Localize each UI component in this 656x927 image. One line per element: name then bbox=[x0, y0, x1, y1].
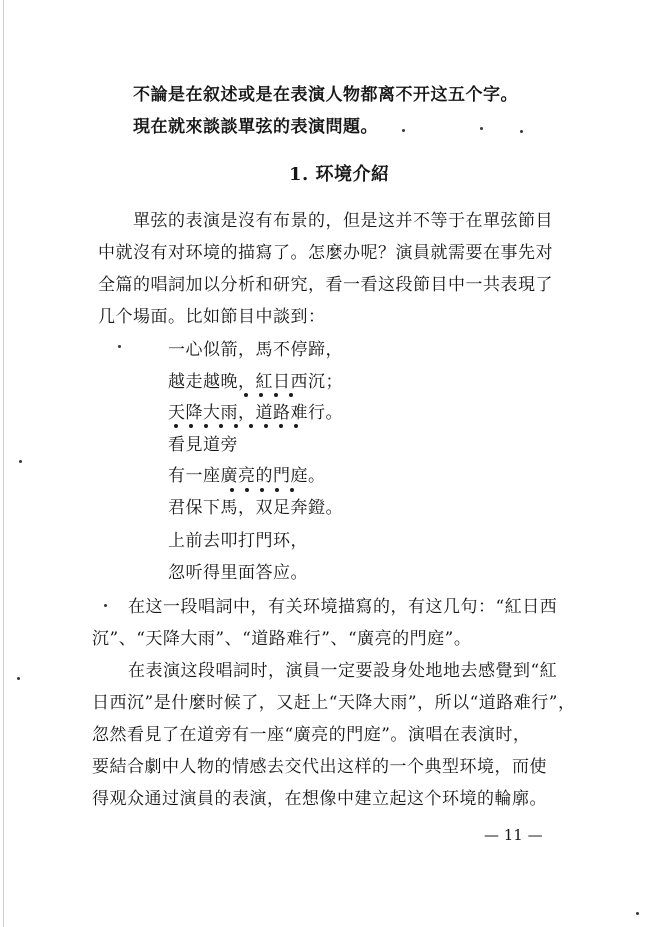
emphasis-dot bbox=[290, 488, 294, 492]
paragraph3-line-3: 忽然看見了在道旁有一座“廣亮的門庭”。演唱在表演时， bbox=[92, 725, 531, 745]
paragraph3-line-4: 要結合劇中人物的情感去交代出这样的一个典型环境，而使 bbox=[92, 757, 547, 777]
verse-line-3: 天降大雨，道路难行。 bbox=[168, 403, 343, 423]
paragraph2-line-1: 在这一段唱詞中，有关环境描寫的，有这几句：“紅日西 bbox=[128, 597, 558, 617]
emphasis-dots-1 bbox=[244, 393, 293, 397]
emphasis-dot bbox=[189, 424, 193, 428]
verse-line-7: 上前去叩打門环， bbox=[168, 531, 308, 551]
emphasis-dot bbox=[279, 424, 283, 428]
paragraph1-line-2: 中就沒有对环境的描寫了。怎麼办呢？演員就需要在事先对 bbox=[98, 243, 553, 263]
emphasis-dot bbox=[230, 488, 234, 492]
paragraph3-line-5: 得观众通过演員的表演，在想像中建立起这个环境的輪廓。 bbox=[92, 789, 547, 809]
paragraph1-line-1: 單弦的表演是沒有布景的，但是这并不等于在單弦節目 bbox=[133, 211, 553, 231]
verse-line-6: 君保下馬，双足奔鐙。 bbox=[168, 498, 343, 518]
scan-speck bbox=[636, 912, 639, 915]
emphasis-dots-3 bbox=[230, 488, 294, 492]
emphasis-dot bbox=[264, 424, 268, 428]
paragraph3-line-1: 在表演这段唱詞时，演員一定要設身处地地去感覺到“紅 bbox=[128, 661, 558, 681]
scan-speck bbox=[17, 677, 20, 680]
emphasis-dot bbox=[174, 424, 178, 428]
section-heading: 1. 环境介紹 bbox=[289, 164, 390, 185]
paragraph3-line-2: 日西沉”是什麼时候了，又赶上“天降大雨”，所以“道路难行”， bbox=[92, 693, 576, 713]
paragraph1-line-4: 几个場面。比如節目中談到： bbox=[98, 307, 326, 327]
scan-speck bbox=[118, 345, 121, 348]
intro-line-1: 不論是在叙述或是在表演人物都离不开这五个字。 bbox=[133, 85, 518, 105]
emphasis-dot bbox=[275, 488, 279, 492]
emphasis-dot bbox=[204, 424, 208, 428]
emphasis-dot bbox=[259, 393, 263, 397]
emphasis-dot bbox=[244, 393, 248, 397]
emphasis-dot bbox=[289, 393, 293, 397]
paragraph1-line-3: 全篇的唱詞加以分析和研究，看一看这段節目中一共表現了 bbox=[98, 275, 553, 295]
scan-speck bbox=[402, 129, 405, 132]
emphasis-dots-2 bbox=[174, 424, 298, 428]
intro-line-2: 現在就來談談單弦的表演問題。 bbox=[133, 117, 378, 137]
emphasis-dot bbox=[234, 424, 238, 428]
verse-line-1: 一心似箭，馬不停蹄， bbox=[168, 340, 343, 360]
scan-edge bbox=[3, 0, 4, 927]
emphasis-dot bbox=[249, 424, 253, 428]
scan-speck bbox=[104, 604, 107, 607]
emphasis-dot bbox=[219, 424, 223, 428]
emphasis-dot bbox=[294, 424, 298, 428]
scan-speck bbox=[19, 460, 22, 463]
scan-speck bbox=[480, 127, 483, 130]
emphasis-dot bbox=[274, 393, 278, 397]
emphasis-dot bbox=[260, 488, 264, 492]
verse-line-5: 有一座廣亮的門庭。 bbox=[168, 466, 326, 486]
paragraph2-line-2: 沉”、“天降大雨”、“道路难行”、“廣亮的門庭”。 bbox=[92, 629, 472, 649]
verse-line-2: 越走越晚，紅日西沉； bbox=[168, 372, 343, 392]
verse-line-8: 忽听得里面答应。 bbox=[168, 563, 308, 583]
verse-line-4: 看見道旁 bbox=[168, 435, 238, 455]
emphasis-dot bbox=[245, 488, 249, 492]
page-number: — 11 — bbox=[484, 826, 543, 844]
scan-speck bbox=[520, 130, 523, 133]
